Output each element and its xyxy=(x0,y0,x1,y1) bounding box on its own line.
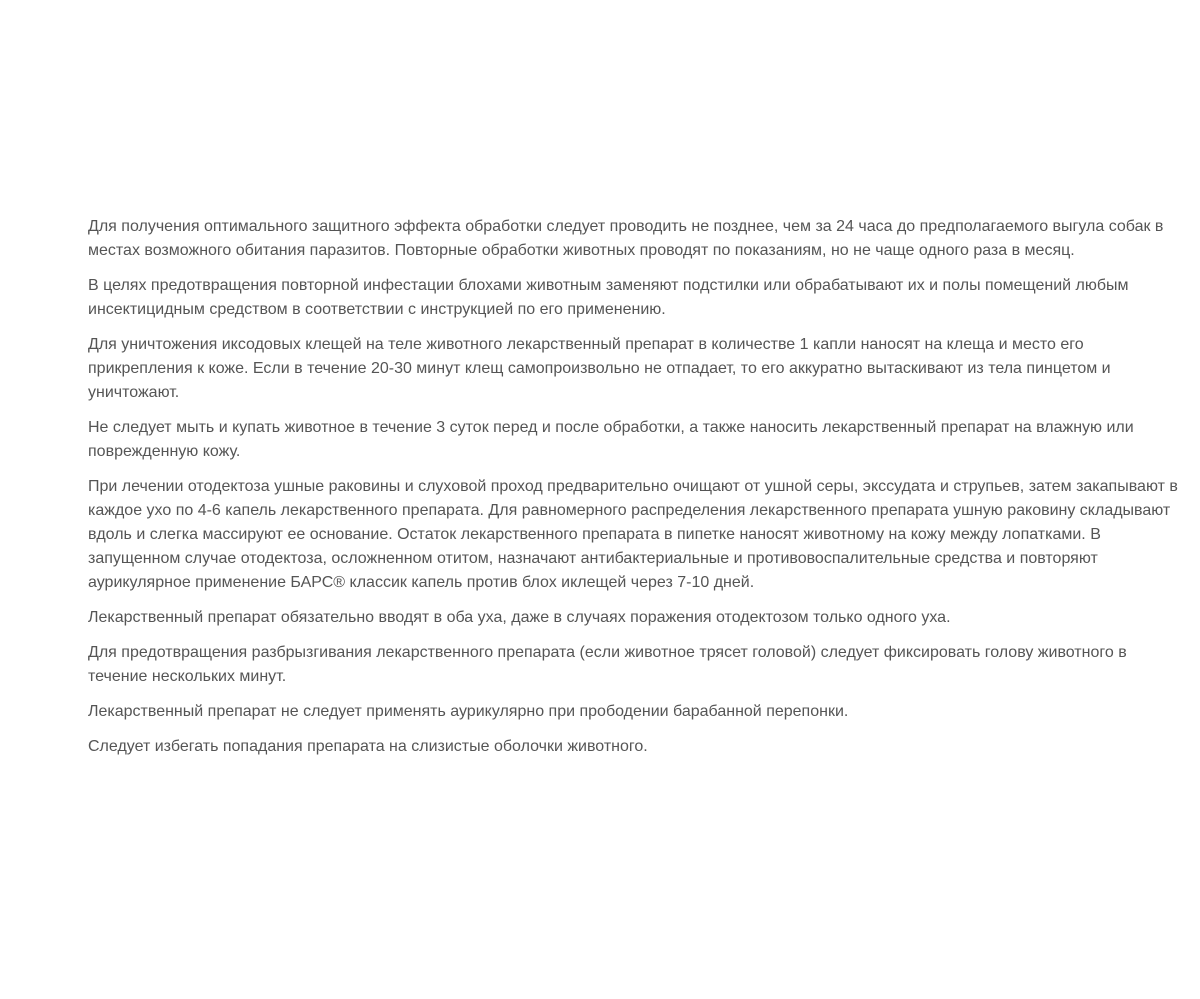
paragraph-eardrum-contraindication: Лекарственный препарат не следует применять аурикулярно при прободении барабанной перепонки. xyxy=(88,703,849,720)
instructions-text xyxy=(88,215,1184,770)
paragraph-otodectosis-treatment: При лечении отодектоза ушные раковины и слуховой проход предварительно очищают от ушной серы, экссудата и струпьев, затем закапывают в каждое ухо по 4-6 капель лекарственного препарата. Для равномерного распределения лекарственного препарата ушную раковину складывают вдоль и слегка массируют ее основание. Остаток лекарственного препарата в пипетке наносят животному на кожу между лопатками. В запущенном случае отодектоза, осложненном отитом, назначают антибактериальные и противовоспалительные средства и повторяют аурикулярное применение БАРС® классик капель против блох иклещей через 7-10 дней. xyxy=(88,478,1178,591)
paragraph-bathing-restriction: Не следует мыть и купать животное в течение 3 суток перед и после обработки, а также наносить лекарственный препарат на влажную или поврежденную кожу. xyxy=(88,419,1134,460)
paragraph-bedding-treatment: В целях предотвращения повторной инфестации блохами животным заменяют подстилки или обрабатывают их и полы помещений любым инсектицидным средством в соответствии с инструкцией по его применению. xyxy=(88,277,1129,318)
paragraph-treatment-timing: Для получения оптимального защитного эффекта обработки следует проводить не позднее, чем за 24 часа до предполагаемого выгула собак в местах возможного обитания паразитов. Повторные обработки животных проводят по показаниям, но не чаще одного раза в месяц. xyxy=(88,218,1164,259)
paragraph-head-fixation: Для предотвращения разбрызгивания лекарственного препарата (если животное трясет головой) следует фиксировать голову животного в течение нескольких минут. xyxy=(88,644,1127,685)
paragraph-mucous-membranes: Следует избегать попадания препарата на слизистые оболочки животного. xyxy=(88,738,648,755)
paragraph-both-ears: Лекарственный препарат обязательно вводят в оба уха, даже в случаях поражения отодектозом только одного уха. xyxy=(88,609,951,626)
paragraph-tick-removal: Для уничтожения иксодовых клещей на теле животного лекарственный препарат в количестве 1 капли наносят на клеща и место его прикрепления к коже. Если в течение 20-30 минут клещ самопроизвольно не отпадает, то его аккуратно вытаскивают из тела пинцетом и уничтожают. xyxy=(88,336,1111,401)
